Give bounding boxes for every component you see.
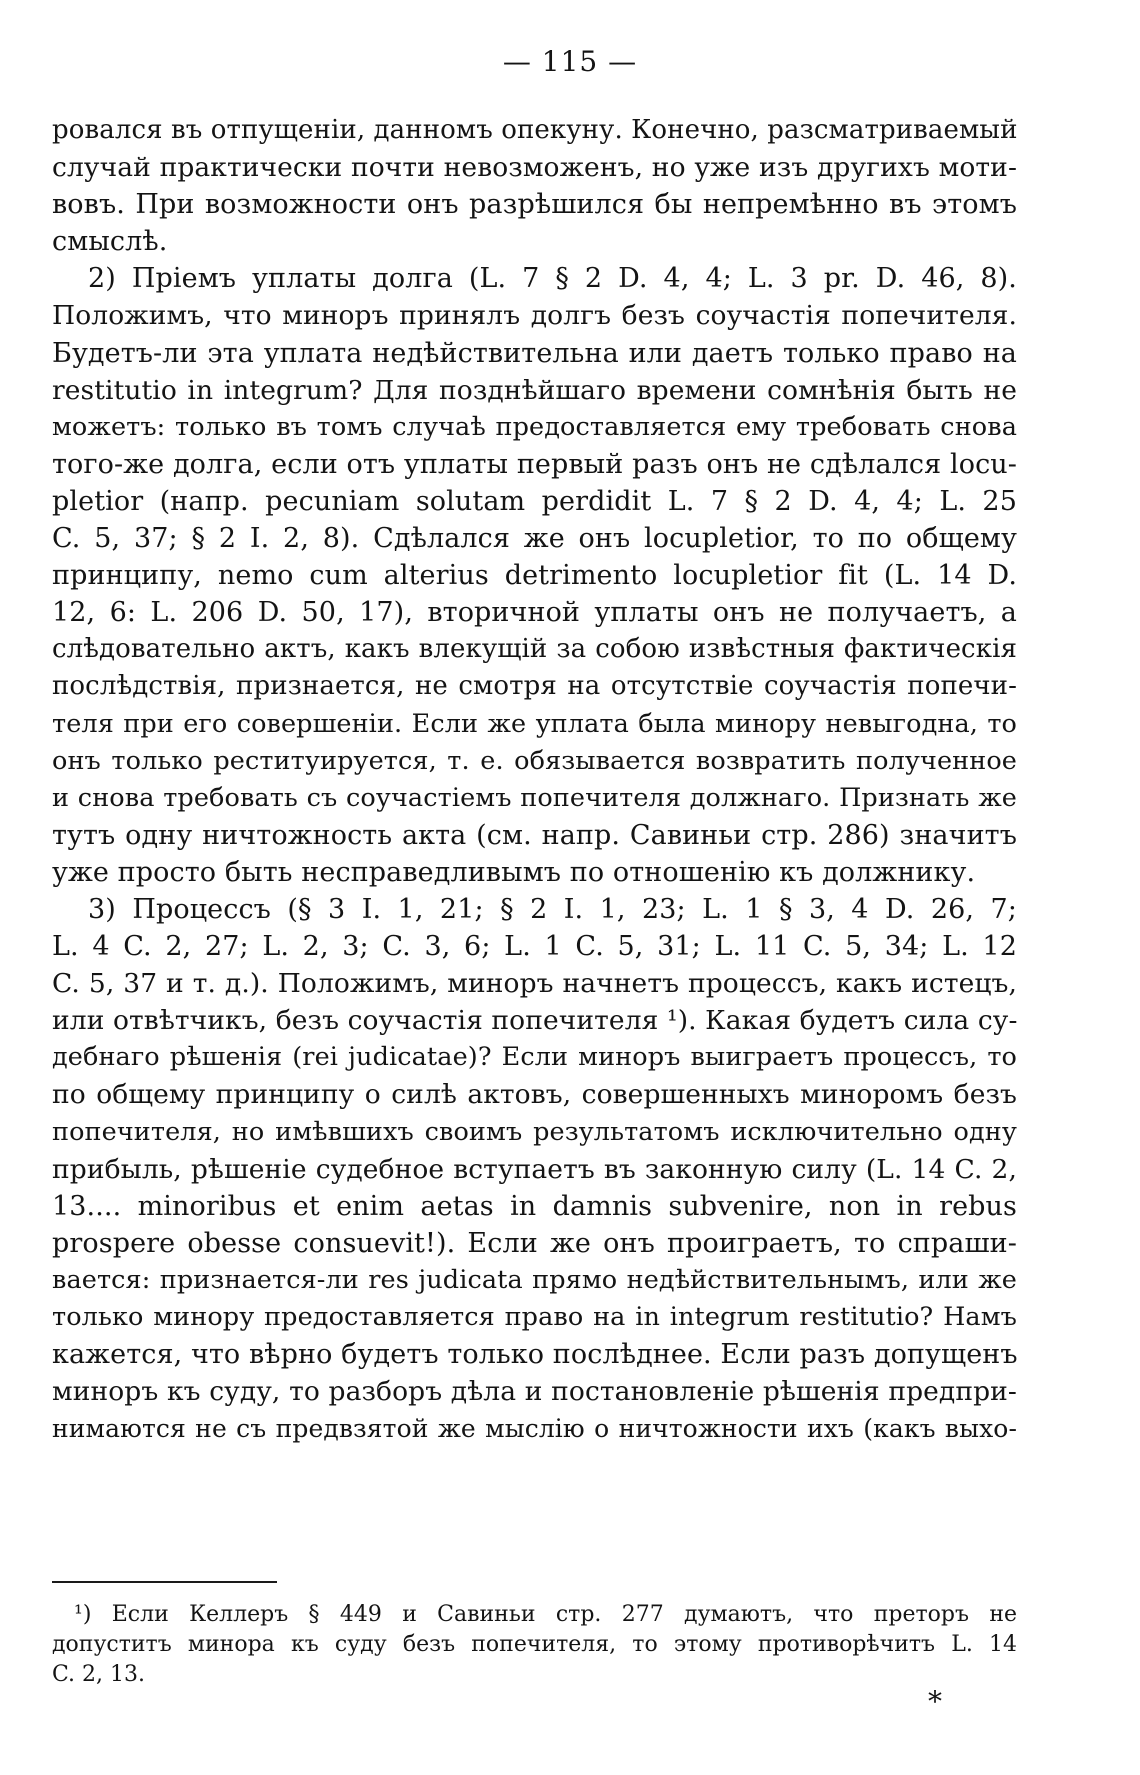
text-line: можетъ: только въ томъ случаѣ предоставляется ему требовать снова — [52, 411, 1017, 442]
text-line: или отвѣтчикъ, безъ соучастія попечителя ¹). Какая будетъ сила су- — [52, 1005, 1018, 1037]
footnote-line: C. 2, 13. — [52, 1662, 146, 1687]
text-line: того-же долга, если отъ уплаты первый разъ онъ не сдѣлался locu- — [52, 448, 1017, 480]
text-line: 13.... minoribus et enim aetas in damnis subvenire, non in rebus — [52, 1190, 1017, 1222]
page-number: — 115 — — [502, 45, 638, 78]
text-line: случай практически почти невозможенъ, но уже изъ другихъ моти- — [52, 152, 1017, 184]
footnote-divider — [52, 1581, 277, 1583]
text-line: дебнаго рѣшенія (rei judicatae)? Если миноръ выиграетъ процессъ, то — [52, 1042, 1017, 1073]
text-line: принципу, nemo cum alterius detrimento locupletior fit (L. 14 D. — [52, 560, 1017, 592]
text-line: и снова требовать съ соучастіемъ попечителя должнаго. Признать же — [52, 782, 1017, 813]
footnote-line: допуститъ минора къ суду безъ попечителя, то этому противорѣчитъ L. 14 — [52, 1632, 1017, 1657]
text-line: C. 5, 37; § 2 I. 2, 8). Сдѣлался же онъ locupletior, то по общему — [52, 523, 1017, 555]
text-line: L. 4 C. 2, 27; L. 2, 3; C. 3, 6; L. 1 C. 5, 31; L. 11 C. 5, 34; L. 12 — [52, 931, 1017, 963]
text-line: Положимъ, что миноръ принялъ долгъ безъ соучастія попечителя. — [52, 300, 1017, 332]
text-line: миноръ къ суду, то разборъ дѣла и постановленіе рѣшенія предпри- — [52, 1376, 1017, 1408]
text-line: попечителя, но имѣвшихъ своимъ результатомъ исключительно одну — [52, 1116, 1017, 1147]
footnote-line: ¹) Если Келлеръ § 449 и Савиньи стр. 277 думаютъ, что преторъ не — [74, 1602, 1017, 1627]
text-line: прибыль, рѣшеніе судебное вступаетъ въ законную силу (L. 14 C. 2, — [52, 1153, 1017, 1185]
paragraph-start-line: 3) Процессъ (§ 3 I. 1, 21; § 2 I. 1, 23; L. 1 § 3, 4 D. 26, 7; — [88, 893, 1017, 925]
text-line: только минору предоставляется право на in integrum restitutio? Намъ — [52, 1302, 1017, 1332]
text-line: 12, 6: L. 206 D. 50, 17), вторичной уплаты онъ не получаетъ, а — [52, 597, 1017, 629]
body-text — [52, 112, 1017, 1447]
text-line: prospere obesse consuevit!). Если же онъ проиграетъ, то спраши- — [52, 1227, 1017, 1259]
text-line: слѣдовательно актъ, какъ влекущій за собою извѣстныя фактическія — [52, 634, 1017, 665]
paragraph-start-line: 2) Пріемъ уплаты долга (L. 7 § 2 D. 4, 4; L. 3 pr. D. 46, 8). — [88, 263, 1017, 295]
text-line: pletior (напр. pecuniam solutam perdidit L. 7 § 2 D. 4, 4; L. 25 — [52, 485, 1017, 517]
text-line: вовъ. При возможности онъ разрѣшился бы непремѣнно въ этомъ — [52, 189, 1017, 221]
text-line: смыслѣ. — [52, 226, 168, 258]
footnote — [52, 1600, 1017, 1690]
text-line: кажется, что вѣрно будетъ только послѣднее. Если разъ допущенъ — [52, 1339, 1018, 1371]
text-line: онъ только реституируется, т. е. обязывается возвратить полученное — [52, 745, 1017, 776]
text-line: C. 5, 37 и т. д.). Положимъ, миноръ начнетъ процессъ, какъ истецъ, — [52, 968, 1017, 1000]
text-line: теля при его совершеніи. Если же уплата была минору невыгодна, то — [52, 708, 1017, 739]
text-line: послѣдствія, признается, не смотря на отсутствіе соучастія попечи- — [52, 671, 1017, 702]
text-line: ровался въ отпущеніи, данномъ опекуну. Конечно, разсматриваемый — [52, 115, 1018, 145]
text-line: Будетъ-ли эта уплата недѣйствительна или даетъ только право на — [52, 337, 1017, 369]
text-line: нимаются не съ предвзятой же мыслію о ничтожности ихъ (какъ выхо- — [52, 1414, 1017, 1444]
text-line: уже просто быть несправедливымъ по отношенію къ должнику. — [52, 856, 976, 888]
signature-mark: * — [928, 1685, 942, 1718]
text-line: restitutio in integrum? Для позднѣйшаго времени сомнѣнія быть не — [52, 374, 1017, 406]
text-line: вается: признается-ли res judicata прямо недѣйствительнымъ, или же — [52, 1264, 1017, 1295]
text-line: тутъ одну ничтожность акта (см. напр. Савиньи стр. 286) значитъ — [52, 819, 1017, 851]
text-line: по общему принципу о силѣ актовъ, совершенныхъ миноромъ безъ — [52, 1079, 1017, 1111]
